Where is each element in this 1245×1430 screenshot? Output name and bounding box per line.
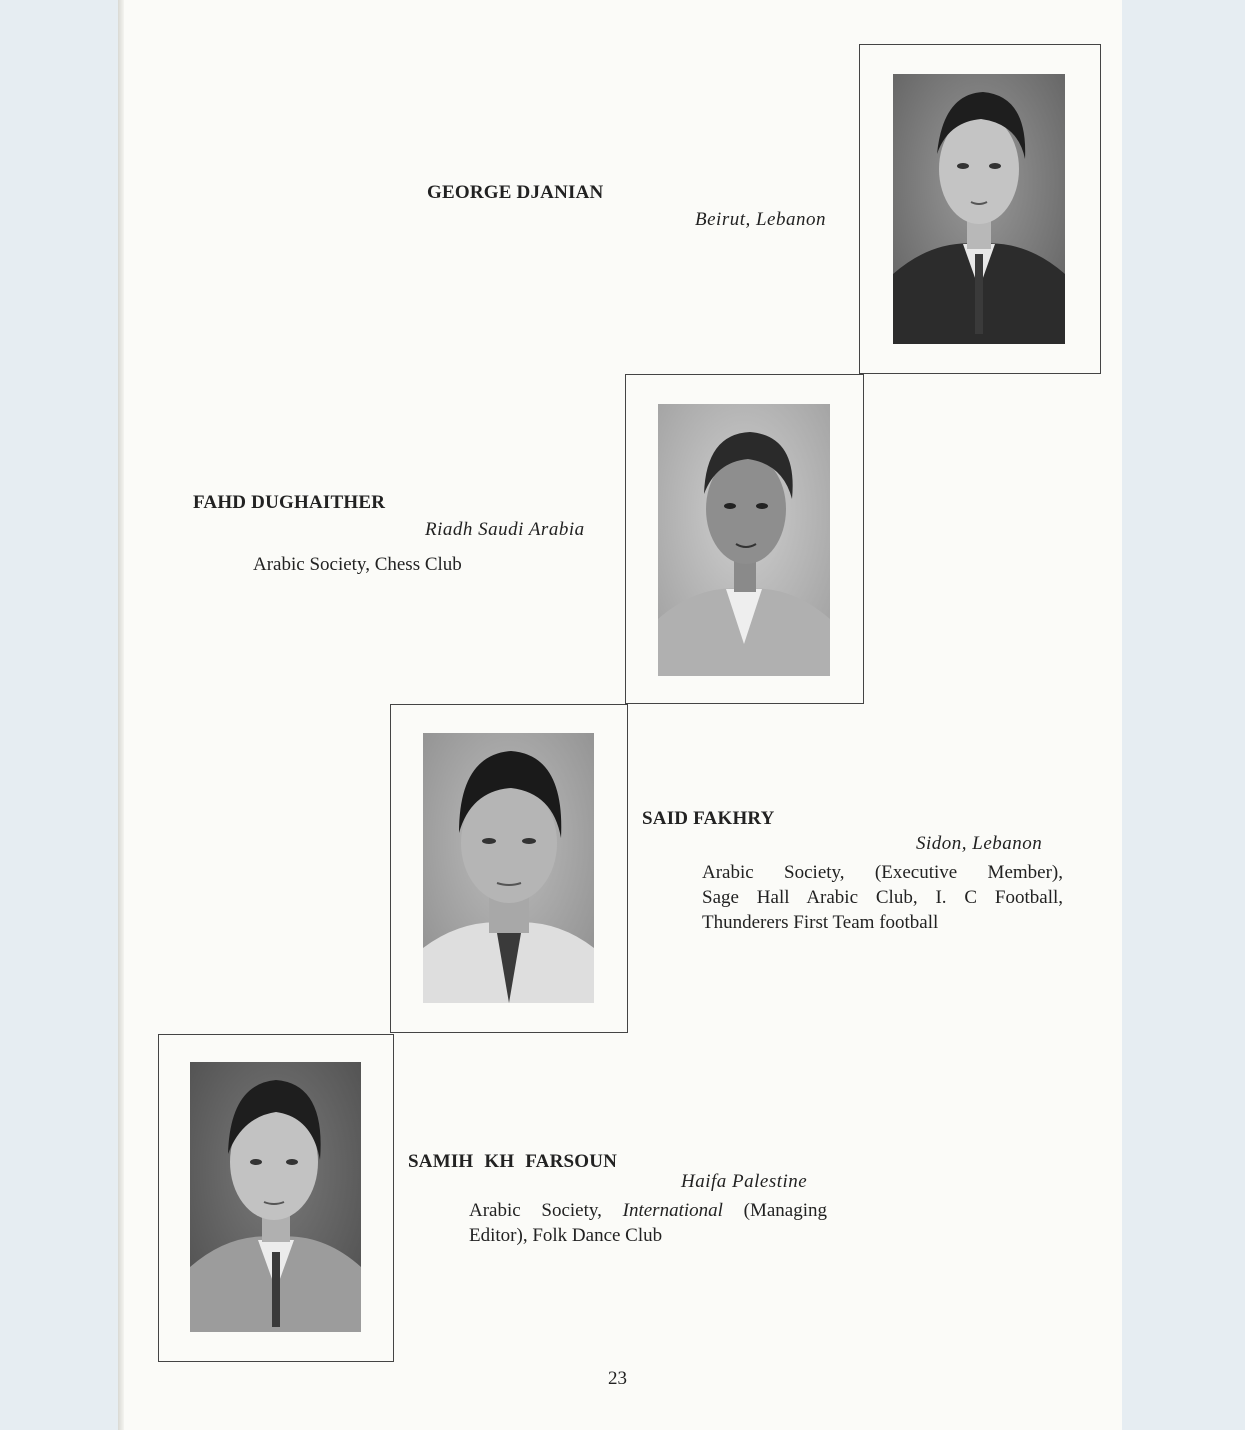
- student-hometown: Riadh Saudi Arabia: [425, 519, 585, 540]
- page-number: 23: [608, 1368, 627, 1389]
- activity-line: Arabic Society, (Executive Member),: [702, 862, 1063, 883]
- student-hometown: Sidon, Lebanon: [916, 833, 1043, 854]
- activity-line: Editor), Folk Dance Club: [469, 1225, 663, 1246]
- activity-text: Arabic Society,: [469, 1200, 623, 1221]
- activity-line: [469, 1198, 827, 1223]
- student-name: SAID FAKHRY: [642, 808, 775, 829]
- portrait-photo-fakhry: [423, 733, 594, 1003]
- student-activities: [702, 860, 1063, 935]
- student-activities: [253, 552, 462, 577]
- activity-publication-title: International: [622, 1200, 723, 1221]
- student-activities: [469, 1198, 827, 1248]
- activity-line: Arabic Society, Chess Club: [253, 554, 462, 575]
- activity-line: Thunderers First Team football: [702, 912, 939, 933]
- portrait-photo-farsoun: [190, 1062, 361, 1332]
- activity-text: (Managing: [722, 1200, 828, 1221]
- student-name: FAHD DUGHAITHER: [193, 492, 386, 513]
- student-name: GEORGE DJANIAN: [427, 182, 604, 203]
- student-hometown: Haifa Palestine: [681, 1171, 808, 1192]
- portrait-photo-dughaither: [658, 404, 830, 676]
- page-binding-edge: [118, 0, 124, 1430]
- activity-line: Sage Hall Arabic Club, I. C Football,: [702, 887, 1063, 908]
- student-name: SAMIH KH FARSOUN: [408, 1151, 618, 1172]
- student-hometown: Beirut, Lebanon: [695, 209, 826, 230]
- portrait-photo-djanian: [893, 74, 1065, 344]
